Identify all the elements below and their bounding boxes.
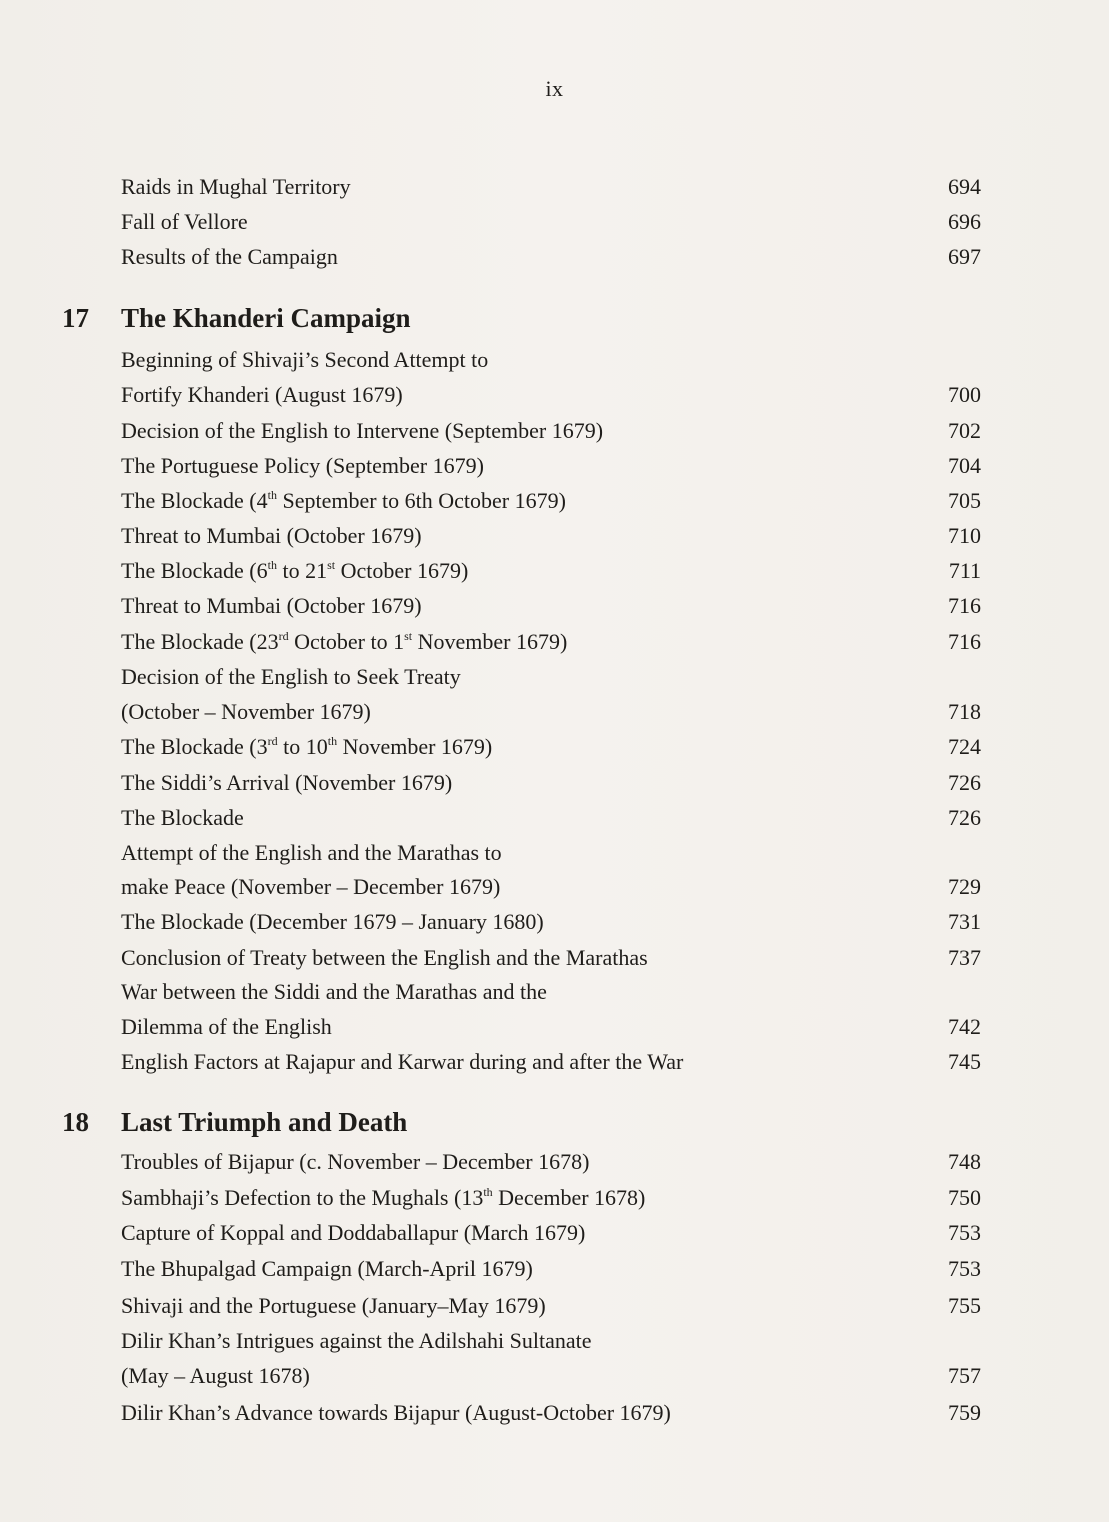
toc-entry-title: Attempt of the English and the Marathas to	[121, 840, 502, 865]
toc-entry-title: Troubles of Bijapur (c. November – December 1678)	[121, 1149, 590, 1174]
toc-entry-title: The Siddi’s Arrival (November 1679)	[121, 770, 453, 795]
toc-entry-title: Decision of the English to Intervene (September 1679)	[121, 418, 604, 443]
toc-entry-page: 710	[948, 523, 981, 548]
toc-entry	[121, 1010, 981, 1044]
toc-entry	[121, 1045, 981, 1079]
toc-entry-title: make Peace (November – December 1679)	[121, 874, 501, 899]
chapter-heading	[62, 1102, 762, 1142]
toc-entry-page: 694	[948, 174, 981, 199]
chapter-number: 18	[62, 1107, 89, 1137]
toc-entry-title: Fall of Vellore	[121, 209, 248, 234]
toc-entry	[121, 519, 981, 553]
toc-entry-title: Sambhaji’s Defection to the Mughals (13th December 1678)	[121, 1185, 646, 1210]
toc-entry-page: 753	[948, 1220, 981, 1245]
toc-entry-page: 745	[948, 1049, 981, 1074]
toc-entry-page: 700	[948, 382, 981, 407]
toc-entry-title: Decision of the English to Seek Treaty	[121, 664, 461, 689]
toc-entry	[121, 170, 981, 204]
toc-entry-title: The Blockade (December 1679 – January 1680)	[121, 909, 544, 934]
toc-entry-title: (October – November 1679)	[121, 699, 371, 724]
chapter-number: 17	[62, 303, 89, 333]
toc-entry-page: 716	[948, 593, 981, 618]
toc-entry-page: 742	[948, 1014, 981, 1039]
toc-entry-title: War between the Siddi and the Marathas and the	[121, 979, 547, 1004]
toc-entry	[121, 625, 981, 659]
toc-entry	[121, 1145, 981, 1179]
toc-entry-title: The Bhupalgad Campaign (March-April 1679)	[121, 1256, 533, 1281]
toc-entry-title: Results of the Campaign	[121, 244, 338, 269]
toc-entry-page: 748	[948, 1149, 981, 1174]
toc-entry-page: 718	[948, 699, 981, 724]
toc-entry-page: 753	[948, 1256, 981, 1281]
toc-entry	[121, 1181, 981, 1215]
chapter-title: Last Triumph and Death	[121, 1107, 408, 1137]
toc-entry	[121, 660, 981, 694]
toc-entry-page: 737	[948, 945, 981, 970]
toc-entry-title: The Blockade (23rd October to 1st November 1679)	[121, 629, 568, 654]
toc-entry	[121, 801, 981, 835]
toc-entry-title: Fortify Khanderi (August 1679)	[121, 382, 403, 407]
toc-entry-page: 757	[948, 1363, 981, 1388]
toc-entry	[121, 343, 981, 377]
toc-entry-page: 724	[948, 734, 981, 759]
toc-entry	[121, 414, 981, 448]
toc-entry-title: Dilemma of the English	[121, 1014, 332, 1039]
toc-entry-page: 755	[948, 1293, 981, 1318]
toc-entry	[121, 1396, 981, 1430]
toc-entry-title: The Blockade (6th to 21st October 1679)	[121, 558, 469, 583]
toc-entry-title: The Blockade (4th September to 6th October 1679)	[121, 488, 566, 513]
toc-entry	[121, 695, 981, 729]
toc-entry-page: 705	[948, 488, 981, 513]
toc-entry-page: 711	[948, 558, 981, 583]
chapter-heading	[62, 298, 762, 338]
toc-entry-title: The Blockade	[121, 805, 244, 830]
toc-entry-title: The Portuguese Policy (September 1679)	[121, 453, 484, 478]
toc-entry-title: Threat to Mumbai (October 1679)	[121, 523, 422, 548]
toc-entry	[121, 870, 981, 904]
toc-entry-page: 759	[948, 1400, 981, 1425]
toc-entry	[121, 1359, 981, 1393]
toc-entry-title: Shivaji and the Portuguese (January–May 1679)	[121, 1293, 546, 1318]
toc-entry-page: 729	[948, 874, 981, 899]
toc-entry-title: Dilir Khan’s Advance towards Bijapur (August-October 1679)	[121, 1400, 671, 1425]
toc-entry-title: Raids in Mughal Territory	[121, 174, 351, 199]
toc-entry	[121, 1324, 981, 1358]
toc-entry	[121, 766, 981, 800]
page-number: ix	[545, 76, 564, 101]
toc-entry	[121, 975, 981, 1009]
toc-entry-page: 702	[948, 418, 981, 443]
toc-entry	[121, 941, 981, 975]
toc-entry-page: 697	[948, 244, 981, 269]
toc-entry-title: Capture of Koppal and Doddaballapur (March 1679)	[121, 1220, 586, 1245]
toc-entry	[121, 589, 981, 623]
toc-entry-title: Threat to Mumbai (October 1679)	[121, 593, 422, 618]
toc-entry-title: Beginning of Shivaji’s Second Attempt to	[121, 347, 489, 372]
toc-entry	[121, 836, 981, 870]
toc-entry	[121, 554, 981, 588]
toc-entry	[121, 449, 981, 483]
toc-entry-title: The Blockade (3rd to 10th November 1679)	[121, 734, 493, 759]
toc-entry-title: English Factors at Rajapur and Karwar during and after the War	[121, 1049, 684, 1074]
toc-entry	[121, 730, 981, 764]
toc-entry-page: 750	[948, 1185, 981, 1210]
toc-entry-page: 696	[948, 209, 981, 234]
toc-entry-title: (May – August 1678)	[121, 1363, 310, 1388]
toc-entry	[121, 905, 981, 939]
toc-entry	[121, 1289, 981, 1323]
toc-entry	[121, 1216, 981, 1250]
toc-entry-title: Dilir Khan’s Intrigues against the Adilshahi Sultanate	[121, 1328, 592, 1353]
toc-entry-title: Conclusion of Treaty between the English and the Marathas	[121, 945, 648, 970]
toc-entry	[121, 240, 981, 274]
toc-entry-page: 726	[948, 805, 981, 830]
toc-entry	[121, 484, 981, 518]
toc-entry-page: 716	[948, 629, 981, 654]
toc-entry	[121, 205, 981, 239]
toc-entry-page: 704	[948, 453, 981, 478]
toc-entry-page: 731	[948, 909, 981, 934]
toc-entry	[121, 378, 981, 412]
toc-entry-page: 726	[948, 770, 981, 795]
toc-entry	[121, 1252, 981, 1286]
chapter-title: The Khanderi Campaign	[121, 303, 411, 333]
